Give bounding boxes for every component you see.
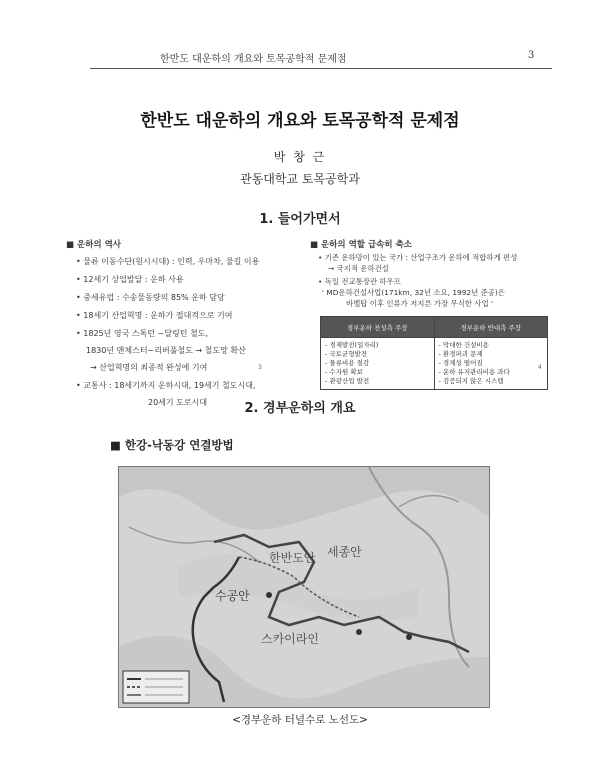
pro-item: - 경제발전(일자리)	[325, 341, 379, 349]
pro-item: - 수자원 확보	[325, 368, 363, 376]
pro-item: - 관광산업 발전	[325, 377, 370, 385]
con-item: - 경제성 떨어짐	[438, 359, 483, 367]
slide-left-page-number: 3	[258, 364, 262, 371]
map-graphic	[119, 467, 489, 707]
map-label-skyline: 스카이라인	[261, 632, 319, 646]
table-cell-con	[434, 338, 548, 390]
pro-item: - 국토균형발전	[325, 350, 368, 358]
author: 박 창 근	[273, 150, 327, 164]
slide-left-heading-text: 운하의 역사	[77, 240, 122, 250]
list-item: • 18세기 산업혁명 : 운하가 절대적으로 기여	[76, 311, 233, 320]
running-header: 한반도 대운하의 개요와 토목공학적 문제점	[160, 54, 347, 65]
con-item: - 검증되지 않은 시스템	[438, 377, 504, 385]
subsection-label: 한강-낙동강 연결방법	[124, 438, 234, 452]
list-item: • 물류 이동수단(원시시대) : 인력, 우마차, 물길 이용	[76, 257, 260, 266]
list-item: • 12세기 상업발달 : 운하 사용	[76, 275, 184, 284]
comparison-table	[320, 316, 548, 390]
slide-right-heading-text: 운하의 역할 급속히 축소	[321, 240, 412, 250]
list-item: • 기존 운하망이 있는 국가 : 산업구조가 운하에 적합하게 편성	[318, 253, 518, 262]
slide-left	[66, 238, 286, 410]
slide-right-heading	[310, 238, 550, 252]
section-heading-1: 1. 들어가면서	[259, 212, 341, 227]
affiliation: 관동대학교 토목공학과	[240, 172, 360, 186]
table-header-pro: 경부운하 찬성측 주장	[321, 317, 435, 338]
header-rule	[90, 68, 552, 69]
table-cell-pro	[321, 338, 435, 390]
list-item: 1830년 맨체스터~리버풀철도 → 철도망 확산	[86, 346, 246, 355]
list-item: • 1825년 영국 스톡턴 ~달링턴 철도,	[76, 329, 209, 338]
bullet-square-icon: ■	[110, 438, 121, 452]
bullet-square-icon: ■	[66, 240, 75, 250]
bullet-square-icon: ■	[310, 240, 319, 250]
list-item: • 독일 전교통장관 하우프	[318, 277, 401, 286]
list-item: • 교통사 : 18세기까지 운하시대, 19세기 철도시대,	[76, 381, 256, 390]
canal-route-map	[118, 466, 490, 708]
table-header-row	[321, 317, 548, 338]
figure-caption: <경부운하 터널수로 노선도>	[232, 714, 368, 726]
section-heading-2: 2. 경부운하의 개요	[244, 401, 356, 416]
list-item: 20세기 도로시대	[148, 398, 208, 407]
con-item: - 운하 유지관리비용 과다	[438, 368, 510, 376]
list-item: → 국지적 운하건설	[328, 264, 389, 273]
map-label-sejong: 세종안	[327, 545, 362, 559]
slide-right-page-number: 4	[538, 364, 542, 371]
list-item: → 산업혁명의 최종적 완성에 기여	[90, 363, 208, 372]
con-item: - 환경파괴 문제	[438, 350, 483, 358]
map-label-sugong: 수공안	[215, 589, 250, 603]
table-header-con: 경부운하 반대측 주장	[434, 317, 548, 338]
list-item: ' MD운하건설사업(171km, 32년 소요, 1992년 준공)은	[322, 288, 505, 297]
slide-right	[310, 238, 550, 309]
pro-item: - 물류비용 절감	[325, 359, 370, 367]
list-item: • 중세유럽 : 수송물동량의 85% 운하 담당	[76, 293, 225, 302]
subsection-heading	[110, 437, 234, 453]
slide-left-heading	[66, 238, 286, 252]
list-item: 바벨탑 이후 인류가 저지른 가장 무식한 사업 '	[346, 299, 493, 308]
con-item: - 막대한 건설비용	[438, 341, 489, 349]
page-number: 3	[528, 50, 535, 61]
map-label-hanbando: 한반도안	[269, 551, 316, 565]
table-row	[321, 338, 548, 390]
page-title: 한반도 대운하의 개요와 토목공학적 문제점	[140, 111, 460, 131]
